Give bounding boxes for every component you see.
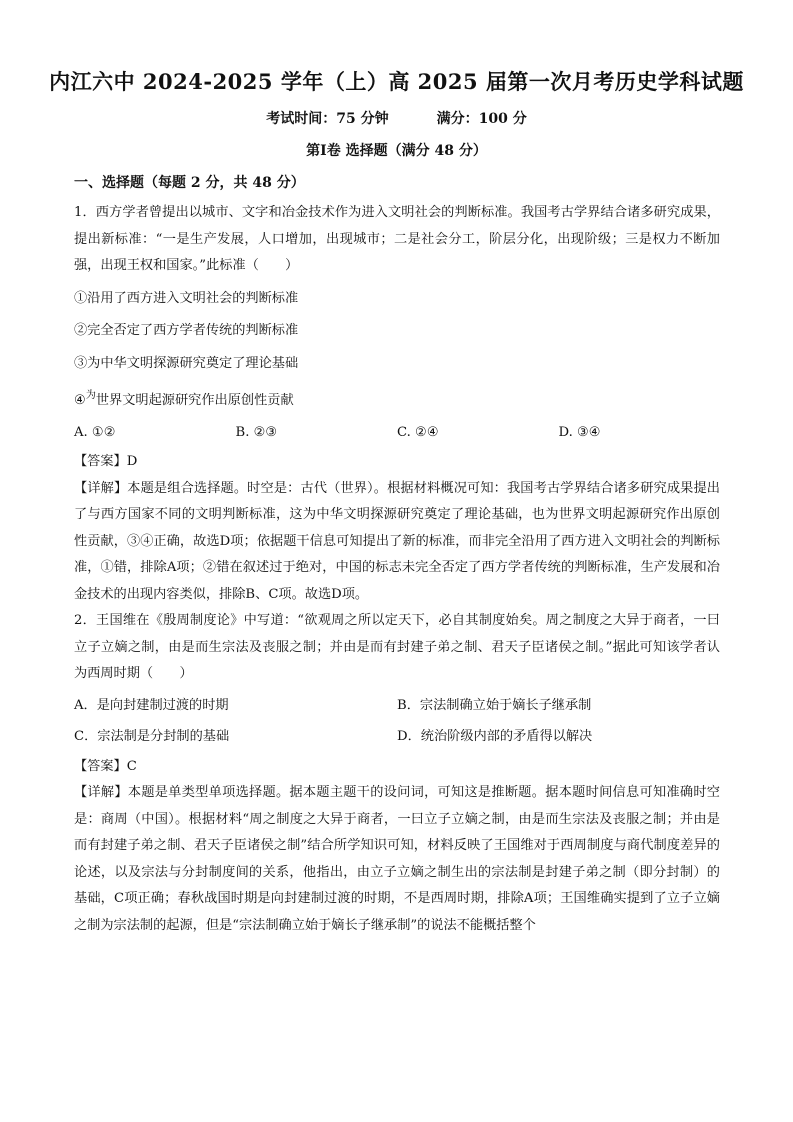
q1-statement-1: ①沿用了西方进入文明社会的判断标准: [74, 290, 299, 306]
q1-stem: 1．西方学者曾提出以城市、文字和冶金技术作为进入文明社会的判断标准。我国考古学界结合诸多研究成果，提出新标准：“一是生产发展，人口增加，出现城市；二是社会分工，阶层分化，出现阶级；三是权力不断加强，出现王权和国家。”此标准（ ）: [74, 205, 720, 273]
q1-s4-raised: 为: [85, 390, 96, 401]
q1-option-b: B. ②③: [235, 424, 278, 440]
q1-options: [74, 420, 720, 447]
q1-statement-4: [74, 383, 720, 415]
exam-meta: [0, 108, 793, 128]
q2-option-b: B．宗法制确立始于嫡长子继承制: [397, 697, 592, 713]
part-heading: 一、选择题（每题 2 分，共 48 分）: [74, 175, 305, 191]
q2-options-row-2: [74, 724, 720, 751]
q1-s4-rest: 世界文明起源研究作出原创性贡献: [95, 393, 294, 408]
q1-option-a: A. ①②: [74, 424, 116, 440]
q2-stem: 2．王国维在《殷周制度论》中写道：“欲观周之所以定天下，必自其制度始矣。周之制度之大异于商者，一曰立子立嫡之制，由是而生宗法及丧服之制；并由是而有封建子弟之制、君天子臣诸侯之制。”据此可知该学者认为西周时期（ ）: [74, 613, 720, 681]
q2-answer: 【答案】C: [74, 758, 137, 774]
exam-time: 考试时间：75 分钟: [266, 111, 389, 127]
volume-title: 第Ⅰ卷 选择题（满分 48 分）: [306, 143, 487, 159]
exam-title: 内江六中 2024-2025 学年（上）高 2025 届第一次月考历史学科试题: [49, 69, 744, 94]
question-body: [74, 200, 720, 939]
q1-answer: 【答案】D: [74, 454, 138, 469]
q2-detail: 【详解】本题是单类型单项选择题。据本题主题干的设问词，可知这是推断题。据本题时间信息可知准确时空是：商周（中国）。根据材料“周之制度之大异于商者，一曰立子立嫡之制，由是而生宗法及丧服之制；并由是而有封建子弟之制、君天子臣诸侯之制”结合所学知识可知，材料反映了王国维对于西周制度与商代制度差异的论述，以及宗法与分封制度间的关系，他指出，由立子立嫡之制生出的宗法制是封建子弟之制（即分封制）的基础，C项正确；春秋战国时期是向封建制过渡的时期，不是西周时期，排除A项；王国维确实提到了立子立嫡之制为宗法制的起源，但是“宗法制确立始于嫡长子继承制”的说法不能概括整个: [74, 785, 720, 933]
q1-statement-3: ③为中华文明探源研究奠定了理论基础: [74, 355, 299, 371]
q1-detail: 【详解】本题是组合选择题。时空是：古代（世界）。根据材料概况可知：我国考古学界结合诸多研究成果提出了与西方国家不同的文明判断标准，这为中华文明探源研究奠定了理论基础，也为世界文明起源研究作出原创性贡献，③④正确，故选D项；依据题干信息可知提出了新的标准，而非完全沿用了西方进入文明社会的判断标准，①错，排除A项；②错在叙述过于绝对，中国的标志未完全否定了西方学者传统的判断标准，生产发展和冶金技术的出现内容类似，排除B、C项。故选D项。: [74, 480, 720, 602]
q2-options-row-1: [74, 693, 720, 720]
q2-option-a: A．是向封建制过渡的时期: [74, 697, 229, 713]
q1-option-d: D. ③④: [558, 424, 601, 440]
exam-score: 满分：100 分: [436, 111, 527, 127]
q1-s4-prefix: ④: [74, 393, 86, 408]
q2-option-c: C．宗法制是分封制的基础: [74, 729, 230, 744]
q1-option-c: C. ②④: [397, 424, 439, 440]
q1-statement-2: ②完全否定了西方学者传统的判断标准: [74, 323, 299, 338]
q2-option-d: D．统治阶级内部的矛盾得以解决: [397, 729, 593, 744]
